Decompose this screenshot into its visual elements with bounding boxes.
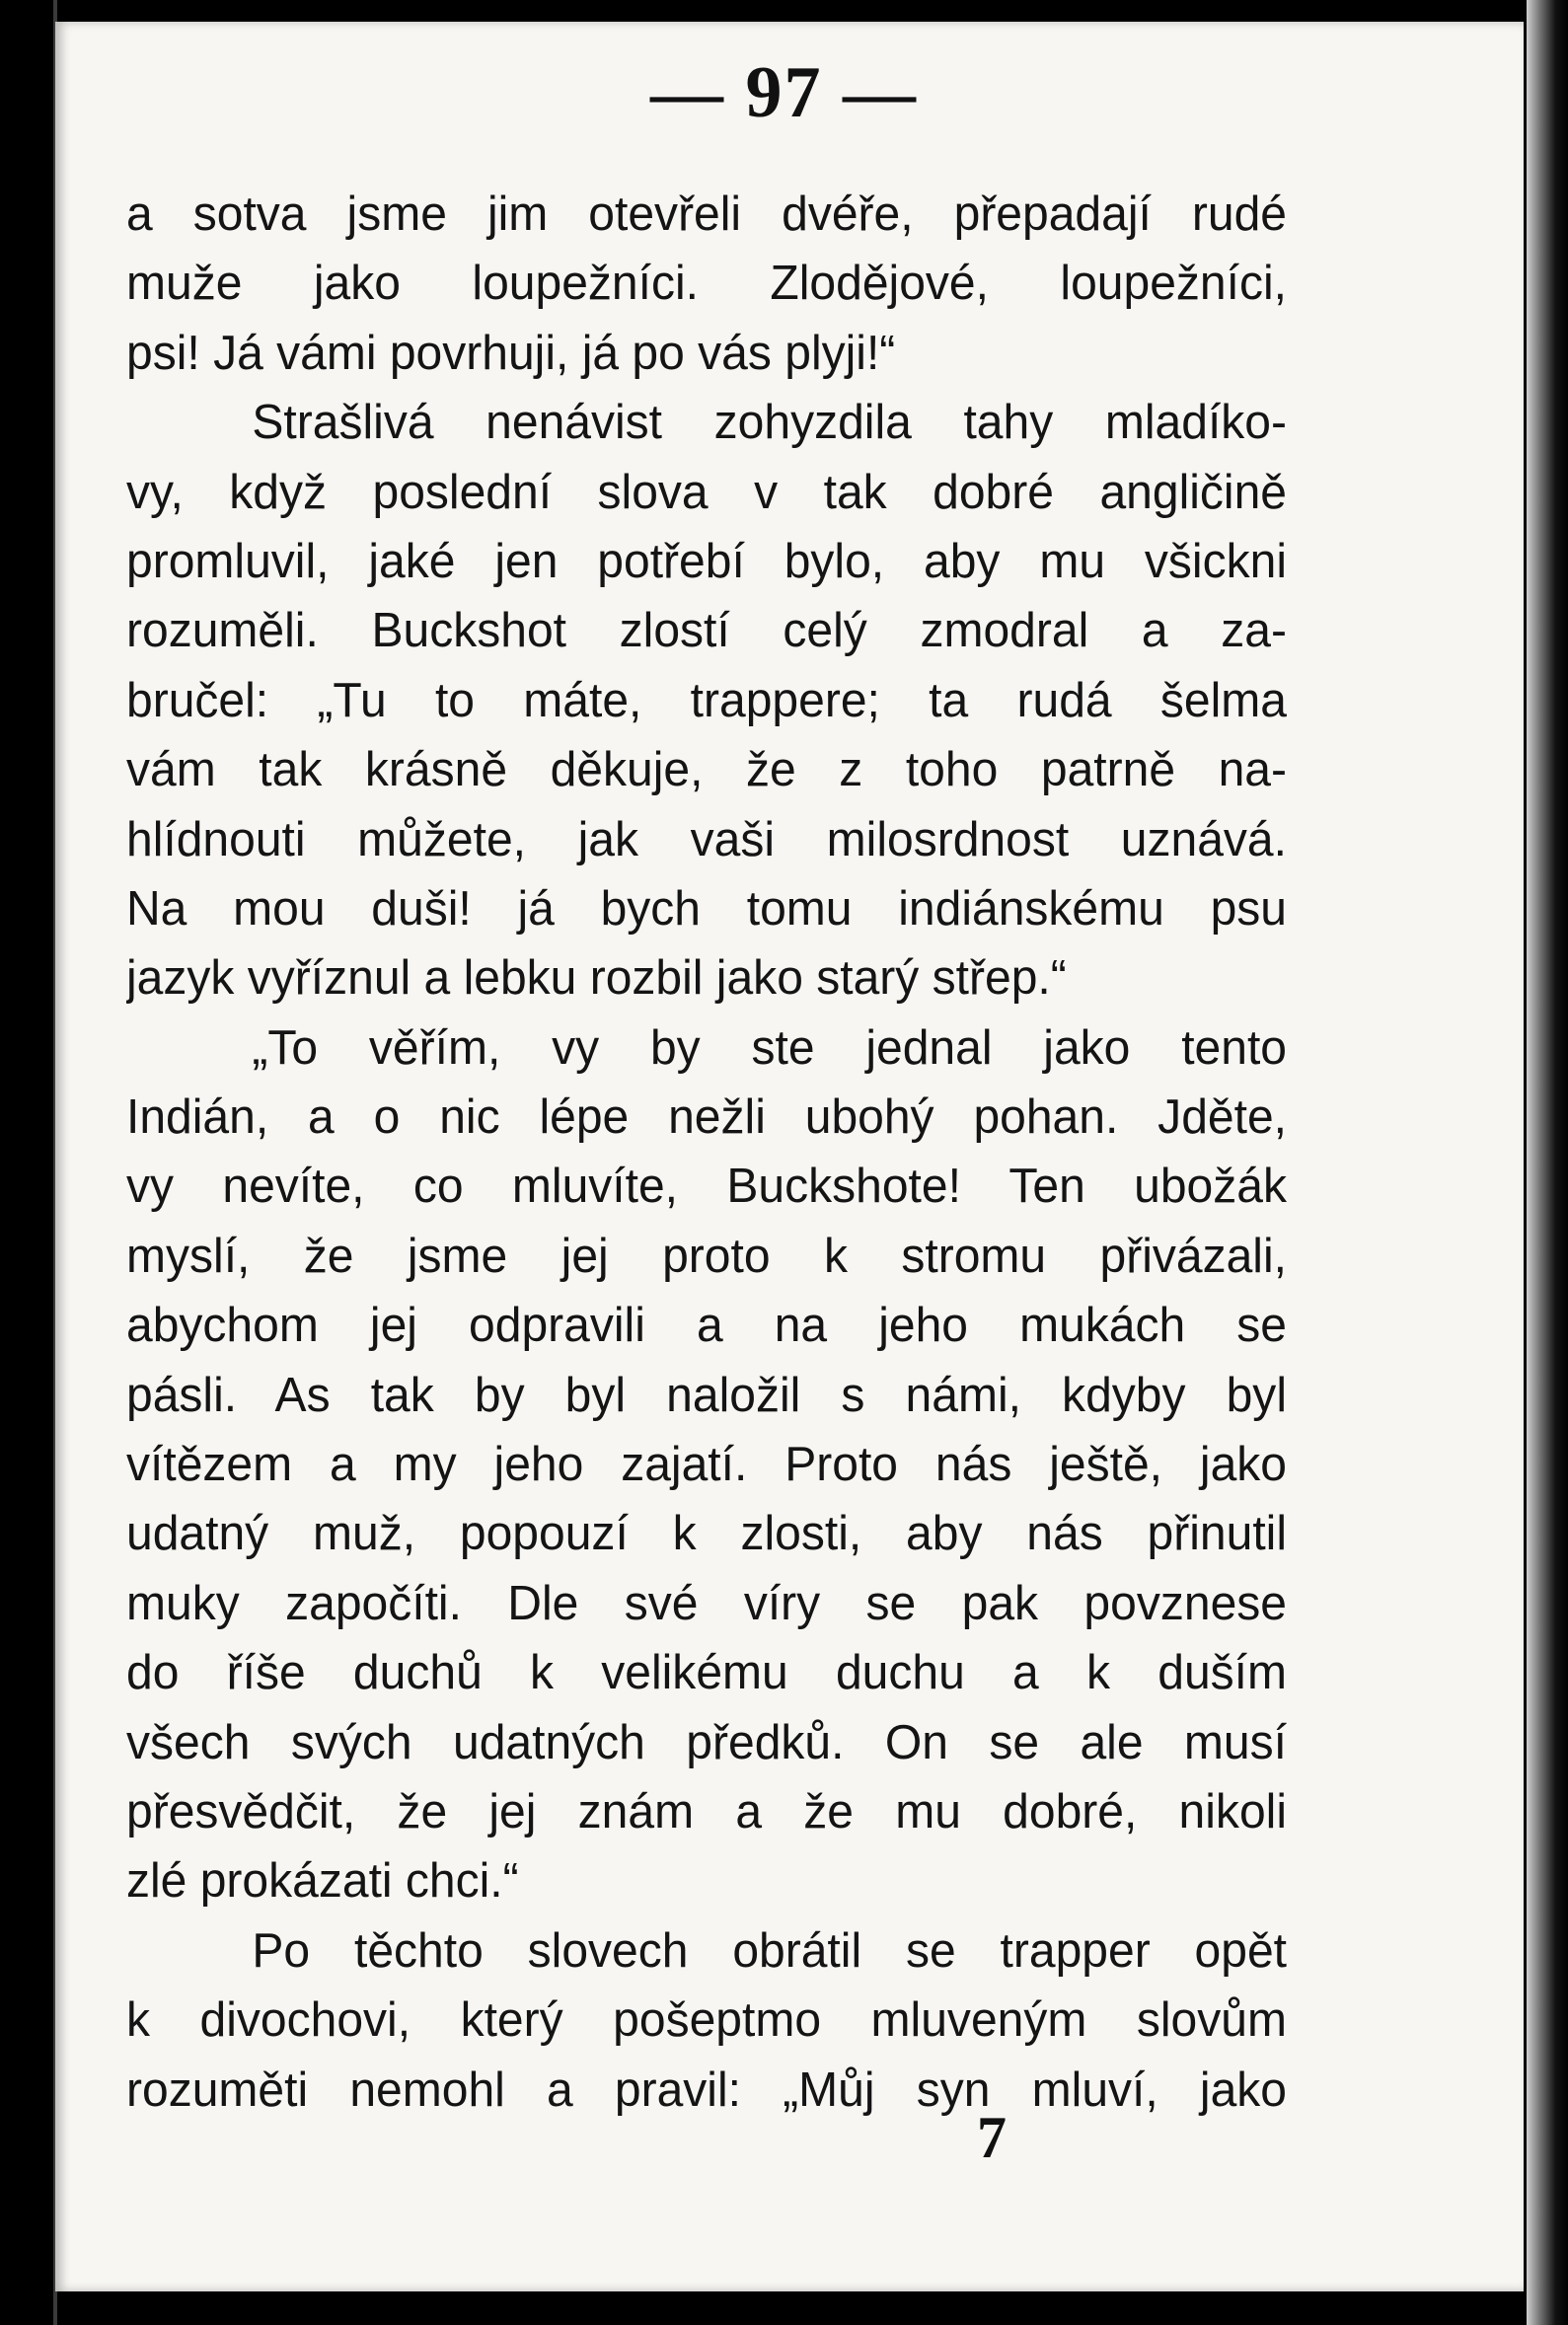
text-line: muže jako loupežníci. Zlodějové, loupežníci, — [126, 257, 1287, 311]
text-line: rozuměti nemohl a pravil: „Můj syn mluví, jako — [126, 2062, 1287, 2117]
text-line: muky započíti. Dle své víry se pak povznese — [126, 1576, 1287, 1630]
text-line: do říše duchů k velikému duchu a k duším — [126, 1646, 1287, 1700]
text-line: Indián, a o nic lépe nežli ubohý pohan. Jděte, — [126, 1090, 1287, 1145]
page-right-shadow — [1527, 0, 1568, 2325]
text-line: zlé prokázati chci.“ — [126, 1854, 519, 1909]
text-line: hlídnouti můžete, jak vaši milosrdnost uznává. — [126, 812, 1287, 866]
text-line: přesvědčit, že jej znám a že mu dobré, nikoli — [126, 1784, 1287, 1838]
text-line: k divochovi, který pošeptmo mluveným slovům — [126, 1993, 1287, 2048]
text-line: vám tak krásně děkuje, že z toho patrně na- — [126, 743, 1287, 797]
text-line: Po těchto slovech obrátil se trapper opět — [252, 1923, 1287, 1978]
text-line: a sotva jsme jim otevřeli dvéře, přepadají rudé — [126, 188, 1287, 241]
text-line: „To věřím, vy by ste jednal jako tento — [252, 1020, 1287, 1075]
text-line: pásli. As tak by byl naložil s námi, kdyby byl — [126, 1368, 1287, 1422]
text-line: abychom jej odpravili a na jeho mukách se — [126, 1299, 1287, 1353]
text-line: Strašlivá nenávist zohyzdila tahy mladíko- — [252, 396, 1287, 450]
text-line: Na mou duši! já bych tomu indiánskému psu — [126, 881, 1287, 936]
text-line: rozuměli. Buckshot zlostí celý zmodral a za- — [126, 604, 1287, 658]
text-line: psi! Já vámi povrhuji, já po vás plyji!“ — [126, 326, 896, 380]
signature-mark: 7 — [977, 2105, 1007, 2170]
text-line: jazyk vyříznul a lebku rozbil jako starý střep.“ — [126, 951, 1067, 1006]
text-line: vítězem a my jeho zajatí. Proto nás ještě, jako — [126, 1438, 1287, 1492]
text-line: promluvil, jaké jen potřebí bylo, aby mu všickni — [126, 534, 1287, 588]
text-line: vy nevíte, co mluvíte, Buckshote! Ten ubožák — [126, 1160, 1287, 1214]
text-line: vy, když poslední slova v tak dobré angličině — [126, 465, 1287, 519]
text-line: myslí, že jsme jej proto k stromu přivázali, — [126, 1229, 1287, 1283]
text-line: bručel: „Tu to máte, trappere; ta rudá šelma — [126, 673, 1287, 727]
text-line: udatný muž, popouzí k zlosti, aby nás přinutil — [126, 1507, 1287, 1561]
body-text — [126, 180, 1287, 2125]
page-number: — 97 — — [650, 52, 918, 133]
text-line: všech svých udatných předků. On se ale musí — [126, 1715, 1287, 1769]
